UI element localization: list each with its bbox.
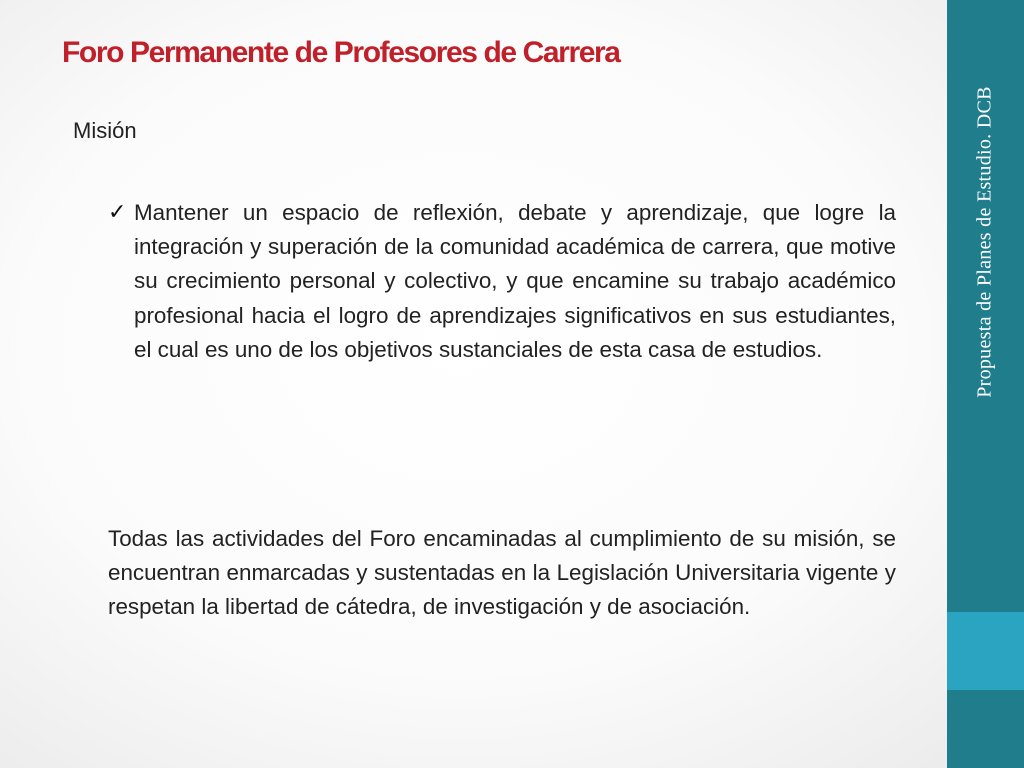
- closing-paragraph: Todas las actividades del Foro encaminadas al cumplimiento de su misión, se encuentran enmarcadas y sustentadas en la Legislación Universitaria vigente y respetan la libertad de cátedra, de investigación y de asociación.: [108, 526, 896, 620]
- slide-title: Foro Permanente de Profesores de Carrera: [62, 36, 620, 69]
- mission-text: Mantener un espacio de reflexión, debate y aprendizaje, que logre la integración y superación de la comunidad académica de carrera, que motive su crecimiento personal y colectivo, y que encamine su trabajo académico profesional hacia el logro de aprendizajes significativos en sus estudiantes, el cual es uno de los objetivos sustanciales de esta casa de estudios.: [134, 200, 896, 362]
- check-icon: ✓: [108, 200, 127, 225]
- mission-bullet: [108, 196, 896, 367]
- mission-heading: Misión: [73, 118, 137, 143]
- sidebar-accent-block: [947, 612, 1024, 690]
- sidebar-vertical-text: Propuesta de Planes de Estudio. DCB: [973, 86, 996, 398]
- sidebar-band: [947, 0, 1024, 768]
